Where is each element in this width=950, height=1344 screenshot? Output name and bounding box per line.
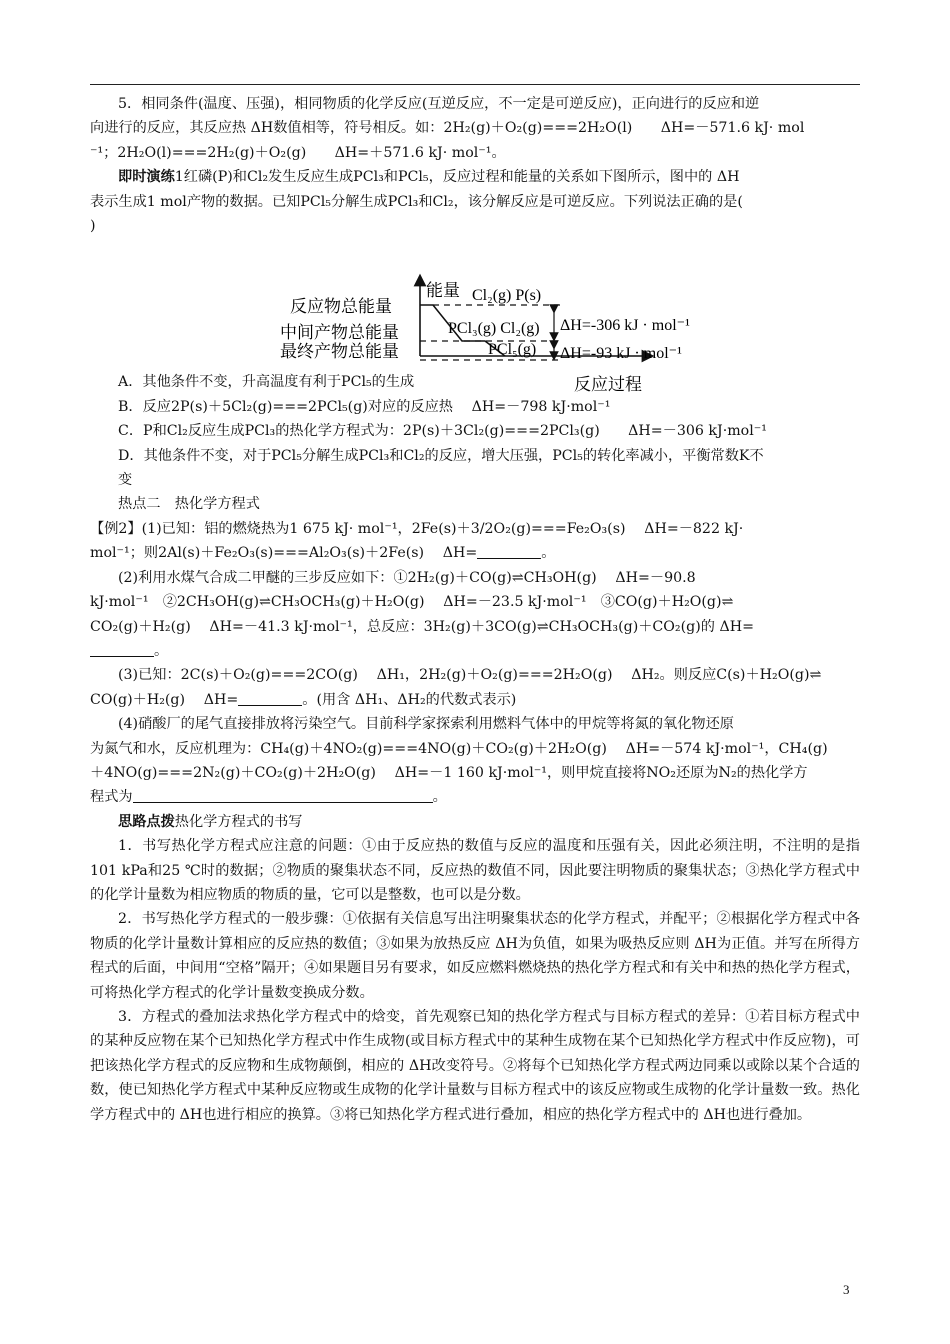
practice-text-1: 1红磷(P)和Cl₂发生反应生成PCl₃和PCl₅，反应过程和能量的关系如下图所示，图中的 ΔH xyxy=(174,169,740,186)
answer-blank-3[interactable] xyxy=(238,690,302,706)
option-d-line-1: D．其他条件不变，对于PCl₅分解生成PCl₃和Cl₂的反应，增大压强，PCl₅的转化率减小，平衡常数K不 xyxy=(118,447,764,464)
example2-p4-line-2: 为氮气和水，反应机理为：CH₄(g)＋4NO₂(g)===4NO(g)＋CO₂(g)＋2H₂O(g) ΔH=－574 kJ·mol⁻¹，CH₄(g) xyxy=(90,740,828,757)
header-rule xyxy=(90,84,860,85)
tip-1: 1．书写热化学方程式应注意的问题：①由于反应热的数值与反应的温度和压强有关，因此必须注明，不注明的是指101 kPa和25 ℃时的数据；②物质的聚集状态不同，反应热的数值不同，因此要注明物质的聚集状态；③热化学方程式中的化学计量数为相应物质的物质的量，它可以是整数，也可以是分数。 xyxy=(90,838,860,903)
answer-blank-1[interactable] xyxy=(477,543,541,559)
example2-p1-text: mol⁻¹；则2Al(s)＋Fe₂O₃(s)===Al₂O₃(s)＋2Fe(s) ΔH= xyxy=(90,545,478,562)
answer-blank-2[interactable] xyxy=(90,641,154,657)
species-middle: PCl₃(g) Cl₂(g) xyxy=(448,320,540,338)
example2-p3-end: 。(用含 ΔH₁、ΔH₂的代数式表示) xyxy=(302,691,517,708)
example2-p2-end: 。 xyxy=(154,642,169,659)
practice-line-2: 表示生成1 mol产物的数据。已知PCl₅分解生成PCl₃和Cl₂，该分解反应是可逆反应。下列说法正确的是( xyxy=(90,193,743,210)
example2-p1-line-1: 【例2】(1)已知：铝的燃烧热为1 675 kJ· mol⁻¹，2Fe(s)＋3/2O₂(g)===Fe₂O₃(s) ΔH=－822 kJ· xyxy=(90,520,744,537)
y-axis-label: 能量 xyxy=(426,281,460,302)
x-axis-label: 反应过程 xyxy=(574,375,642,396)
example-2 xyxy=(90,517,860,810)
hotspot-2-heading: 热点二 热化学方程式 xyxy=(118,496,260,513)
example2-p4-line-1: (4)硝酸厂的尾气直接排放将污染空气。目前科学家探索利用燃料气体中的甲烷等将氮的氧化物还原 xyxy=(118,716,734,733)
intermediate-level-label: 中间产物总能量 xyxy=(280,323,399,344)
example2-p3-line-1: (3)已知：2C(s)＋O₂(g)===2CO(g) ΔH₁，2H₂(g)＋O₂(g)===2H₂O(g) ΔH₂。则反应C(s)＋H₂O(g)⇌ xyxy=(118,667,822,684)
option-c: C．P和Cl₂反应生成PCl₃的热化学方程式为：2P(s)＋3Cl₂(g)===2PCl₃(g) ΔH=－306 kJ·mol⁻¹ xyxy=(118,423,767,440)
example2-p4-end: 。 xyxy=(432,789,447,806)
answer-blank-4[interactable] xyxy=(133,787,433,803)
final-level-label: 最终产物总能量 xyxy=(280,342,399,363)
page-content xyxy=(90,92,860,1127)
practice-question xyxy=(90,165,860,238)
tips-heading xyxy=(90,810,860,834)
example2-p2-line-4 xyxy=(90,639,860,663)
tips-label: 思路点拨 xyxy=(118,813,175,830)
practice-label: 即时演练 xyxy=(118,169,175,186)
dh2-label: ΔH=-93 kJ · mol⁻¹ xyxy=(560,345,682,363)
point-5 xyxy=(90,92,860,165)
practice-line-1 xyxy=(90,165,860,189)
example2-p2-line-2: kJ·mol⁻¹ ②2CH₃OH(g)⇌CH₃OCH₃(g)＋H₂O(g) ΔH=－23.5 kJ·mol⁻¹ ③CO(g)＋H₂O(g)⇌ xyxy=(90,594,734,611)
page-number: 3 xyxy=(843,1282,850,1297)
option-a: A．其他条件不变，升高温度有利于PCl₅的生成 xyxy=(118,374,415,391)
tips-section xyxy=(90,810,860,1127)
options-list xyxy=(90,370,860,492)
tip-2: 2．书写热化学方程式的一般步骤：①依据有关信息写出注明聚集状态的化学方程式，并配平；②根据化学方程式中各物质的化学计量数计算相应的反应热的数值；③如果为放热反应 ΔH为负值，如果为吸热反应则 ΔH为正值。并写在所得方程式的后面，中间用“空格”隔开；④如果题目另有要求，如反应燃料燃烧热的热化学方程式和有关中和热的热化学方程式，可将热化学方程式的化学计量数变换成分数。 xyxy=(90,911,860,1001)
tips-title: 热化学方程式的书写 xyxy=(174,813,303,830)
species-bottom: PCl₅(g) xyxy=(488,341,537,359)
example2-p3-text: CO(g)＋H₂(g) ΔH= xyxy=(90,691,239,708)
example2-p2-line-3: CO₂(g)＋H₂(g) ΔH=－41.3 kJ·mol⁻¹，总反应：3H₂(g)＋3CO(g)⇌CH₃OCH₃(g)＋CO₂(g)的 ΔH= xyxy=(90,618,754,635)
option-b: B．反应2P(s)＋5Cl₂(g)===2PCl₅(g)对应的反应热 ΔH=－798 kJ·mol⁻¹ xyxy=(118,398,611,415)
tip-3: 3．方程式的叠加法求热化学方程式中的焓变，首先观察已知的热化学方程式与目标方程式的差异：①若目标方程式中的某种反应物在某个已知热化学方程式中作生成物(或目标方程式中的某种生成物在某个已知热化学方程式中作反应物)，可把该热化学方程式的反应物和生成物颠倒，相应的 ΔH改变符号。②将每个已知热化学方程式两边同乘以或除以某个合适的数，使已知热化学方程式中某种反应物或生成物的化学计量数与目标方程式中的该反应物或生成物的化学计量数一致。热化学方程式中的 ΔH也进行相应的换算。③将已知热化学方程式进行叠加，相应的热化学方程式中的 ΔH也进行叠加。 xyxy=(90,1009,860,1123)
example2-p1-line-2 xyxy=(90,541,860,565)
example2-p3-line-2 xyxy=(90,688,860,712)
example2-p4-line-3: ＋4NO(g)===2N₂(g)＋CO₂(g)＋2H₂O(g) ΔH=－1 160 kJ·mol⁻¹，则甲烷直接将NO₂还原为N₂的热化学方 xyxy=(90,764,808,781)
example2-p1-end: 。 xyxy=(541,545,556,562)
reactant-level-label: 反应物总能量 xyxy=(290,297,392,318)
example2-p4-line-4 xyxy=(90,785,860,809)
dh1-label: ΔH=-306 kJ · mol⁻¹ xyxy=(560,317,690,335)
point-5-line-1: 5．相同条件(温度、压强)，相同物质的化学反应(互逆反应，不一定是可逆反应)，正向进行的反应和逆 xyxy=(118,96,760,112)
species-top: Cl₂(g) P(s) xyxy=(472,287,542,305)
example2-p4-text: 程式为 xyxy=(90,789,133,806)
point-5-line-3: ⁻¹；2H₂O(l)===2H₂(g)＋O₂(g) ΔH=＋571.6 kJ· mol⁻¹。 xyxy=(90,144,506,161)
point-5-line-2: 向进行的反应，其反应热 ΔH数值相等，符号相反。如：2H₂(g)＋O₂(g)===2H₂O(l) ΔH=－571.6 kJ· mol xyxy=(90,120,805,137)
practice-line-3: ) xyxy=(90,218,96,235)
option-d-line-2: 变 xyxy=(118,472,133,489)
example2-p2-line-1: (2)利用水煤气合成二甲醚的三步反应如下：①2H₂(g)＋CO(g)⇌CH₃OH(g) ΔH=－90.8 xyxy=(118,569,696,586)
